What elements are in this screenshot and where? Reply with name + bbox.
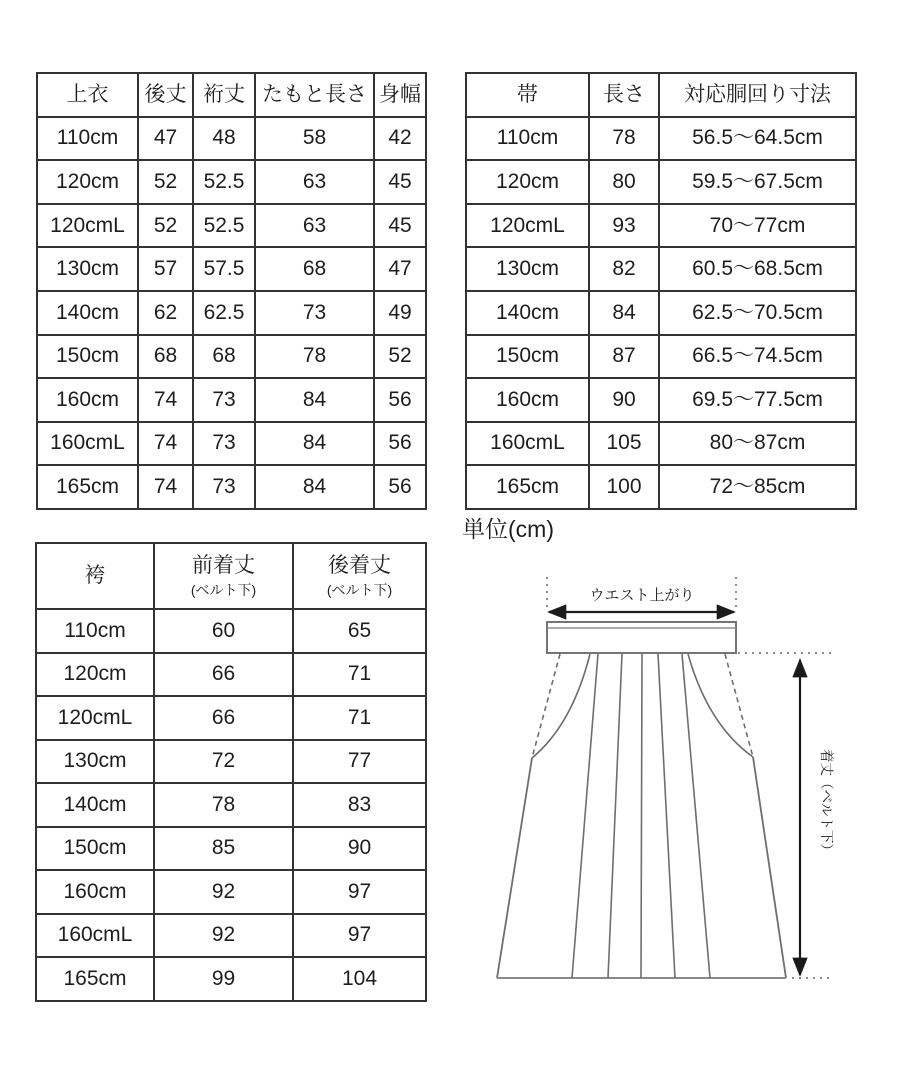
column-header: 対応胴回り寸法 [659, 73, 856, 117]
value-cell: 42 [374, 117, 426, 161]
value-cell: 84 [589, 291, 659, 335]
skirt-left-edge-upper-dashed [532, 654, 560, 758]
value-cell: 72〜85cm [659, 465, 856, 509]
value-cell: 45 [374, 160, 426, 204]
pleat-line-5 [682, 654, 710, 978]
value-cell: 92 [154, 870, 293, 914]
jacket-size-table [36, 72, 427, 510]
value-cell: 83 [293, 783, 426, 827]
value-cell: 84 [255, 422, 374, 466]
value-cell: 60 [154, 609, 293, 653]
size-cell: 130cm [466, 247, 589, 291]
column-header: 前着丈 (ベルト下) [154, 543, 293, 609]
value-cell: 52 [138, 204, 193, 248]
value-cell: 90 [293, 827, 426, 871]
value-cell: 74 [138, 378, 193, 422]
skirt-right-slit-curve [688, 654, 753, 757]
value-cell: 74 [138, 465, 193, 509]
size-cell: 140cm [37, 291, 138, 335]
waistband [547, 622, 736, 653]
column-header: 裄丈 [193, 73, 255, 117]
size-cell: 160cm [466, 378, 589, 422]
size-cell: 120cm [36, 653, 154, 697]
table-row [36, 783, 426, 827]
column-header: 身幅 [374, 73, 426, 117]
table-row [466, 378, 856, 422]
size-cell: 160cmL [466, 422, 589, 466]
pleat-line-1 [572, 654, 598, 978]
column-header: 袴 [36, 543, 154, 609]
size-cell: 160cm [37, 378, 138, 422]
size-cell: 160cmL [36, 914, 154, 958]
table-row [37, 247, 426, 291]
value-cell: 74 [138, 422, 193, 466]
value-cell: 52 [138, 160, 193, 204]
table-row [36, 653, 426, 697]
column-header: 長さ [589, 73, 659, 117]
size-cell: 130cm [37, 247, 138, 291]
value-cell: 66.5〜74.5cm [659, 335, 856, 379]
value-cell: 62.5〜70.5cm [659, 291, 856, 335]
size-cell: 140cm [466, 291, 589, 335]
pleat-line-4 [658, 654, 675, 978]
value-cell: 57.5 [193, 247, 255, 291]
value-cell: 60.5〜68.5cm [659, 247, 856, 291]
table-row [37, 117, 426, 161]
value-cell: 66 [154, 653, 293, 697]
unit-note: 単位(cm) [462, 516, 554, 542]
value-cell: 68 [138, 335, 193, 379]
value-cell: 48 [193, 117, 255, 161]
value-cell: 82 [589, 247, 659, 291]
value-cell: 52.5 [193, 204, 255, 248]
hakama-size-table [35, 542, 427, 1002]
value-cell: 68 [255, 247, 374, 291]
value-cell: 47 [138, 117, 193, 161]
value-cell: 105 [589, 422, 659, 466]
column-subheader: (ベルト下) [190, 581, 257, 598]
column-header: 後着丈 (ベルト下) [293, 543, 426, 609]
value-cell: 56.5〜64.5cm [659, 117, 856, 161]
table-row [36, 827, 426, 871]
skirt-left-slit-curve [532, 654, 590, 758]
value-cell: 77 [293, 740, 426, 784]
size-cell: 160cmL [37, 422, 138, 466]
table-row [37, 291, 426, 335]
value-cell: 100 [589, 465, 659, 509]
waist-width-label: ウエスト上がり [589, 587, 695, 604]
column-header: 後丈 [138, 73, 193, 117]
value-cell: 63 [255, 204, 374, 248]
table-row [466, 204, 856, 248]
length-label: 着丈（ベルト下） [819, 749, 834, 857]
size-cell: 110cm [36, 609, 154, 653]
table-row [37, 204, 426, 248]
value-cell: 90 [589, 378, 659, 422]
size-cell: 120cm [466, 160, 589, 204]
table-row [466, 465, 856, 509]
size-cell: 120cmL [466, 204, 589, 248]
table-row [466, 291, 856, 335]
size-cell: 165cm [36, 957, 154, 1001]
value-cell: 58 [255, 117, 374, 161]
table-row [36, 740, 426, 784]
hakama-diagram [460, 550, 880, 1020]
value-cell: 69.5〜77.5cm [659, 378, 856, 422]
size-cell: 160cm [36, 870, 154, 914]
value-cell: 65 [293, 609, 426, 653]
column-header: 上衣 [37, 73, 138, 117]
obi-size-table [465, 72, 857, 510]
table-row [37, 422, 426, 466]
pleat-line-2 [608, 654, 622, 978]
table-row [466, 335, 856, 379]
value-cell: 71 [293, 653, 426, 697]
column-header: たもと長さ [255, 73, 374, 117]
column-subheader: (ベルト下) [326, 581, 393, 598]
value-cell: 52.5 [193, 160, 255, 204]
table-row [37, 160, 426, 204]
value-cell: 72 [154, 740, 293, 784]
value-cell: 49 [374, 291, 426, 335]
value-cell: 66 [154, 696, 293, 740]
table-row [37, 335, 426, 379]
size-cell: 150cm [37, 335, 138, 379]
size-cell: 130cm [36, 740, 154, 784]
value-cell: 57 [138, 247, 193, 291]
size-cell: 110cm [37, 117, 138, 161]
column-header: 帯 [466, 73, 589, 117]
skirt-right-edge-lower [753, 757, 786, 978]
value-cell: 84 [255, 465, 374, 509]
size-cell: 120cm [37, 160, 138, 204]
table-row [36, 957, 426, 1001]
value-cell: 73 [255, 291, 374, 335]
value-cell: 78 [589, 117, 659, 161]
value-cell: 45 [374, 204, 426, 248]
table-row [466, 422, 856, 466]
table-row [36, 870, 426, 914]
value-cell: 70〜77cm [659, 204, 856, 248]
value-cell: 99 [154, 957, 293, 1001]
value-cell: 59.5〜67.5cm [659, 160, 856, 204]
table-row [36, 696, 426, 740]
size-cell: 150cm [466, 335, 589, 379]
value-cell: 47 [374, 247, 426, 291]
table-row [37, 378, 426, 422]
pleat-line-3 [641, 654, 642, 978]
size-cell: 140cm [36, 783, 154, 827]
value-cell: 73 [193, 465, 255, 509]
value-cell: 93 [589, 204, 659, 248]
value-cell: 85 [154, 827, 293, 871]
size-cell: 120cmL [37, 204, 138, 248]
value-cell: 52 [374, 335, 426, 379]
skirt-left-edge-lower [497, 758, 532, 978]
value-cell: 80〜87cm [659, 422, 856, 466]
size-cell: 165cm [37, 465, 138, 509]
skirt-right-edge-upper-dashed [725, 654, 753, 757]
table-row [36, 914, 426, 958]
value-cell: 73 [193, 378, 255, 422]
header-row [37, 73, 426, 117]
value-cell: 73 [193, 422, 255, 466]
value-cell: 84 [255, 378, 374, 422]
size-cell: 165cm [466, 465, 589, 509]
value-cell: 56 [374, 378, 426, 422]
value-cell: 63 [255, 160, 374, 204]
table-row [36, 609, 426, 653]
header-row [36, 543, 426, 609]
size-cell: 110cm [466, 117, 589, 161]
value-cell: 62.5 [193, 291, 255, 335]
value-cell: 62 [138, 291, 193, 335]
table-row [466, 117, 856, 161]
value-cell: 78 [154, 783, 293, 827]
value-cell: 80 [589, 160, 659, 204]
table-row [466, 160, 856, 204]
value-cell: 56 [374, 422, 426, 466]
value-cell: 104 [293, 957, 426, 1001]
size-cell: 150cm [36, 827, 154, 871]
table-row [466, 247, 856, 291]
size-cell: 120cmL [36, 696, 154, 740]
header-row [466, 73, 856, 117]
value-cell: 56 [374, 465, 426, 509]
table-row [37, 465, 426, 509]
value-cell: 97 [293, 870, 426, 914]
value-cell: 71 [293, 696, 426, 740]
value-cell: 97 [293, 914, 426, 958]
value-cell: 78 [255, 335, 374, 379]
value-cell: 68 [193, 335, 255, 379]
value-cell: 92 [154, 914, 293, 958]
value-cell: 87 [589, 335, 659, 379]
